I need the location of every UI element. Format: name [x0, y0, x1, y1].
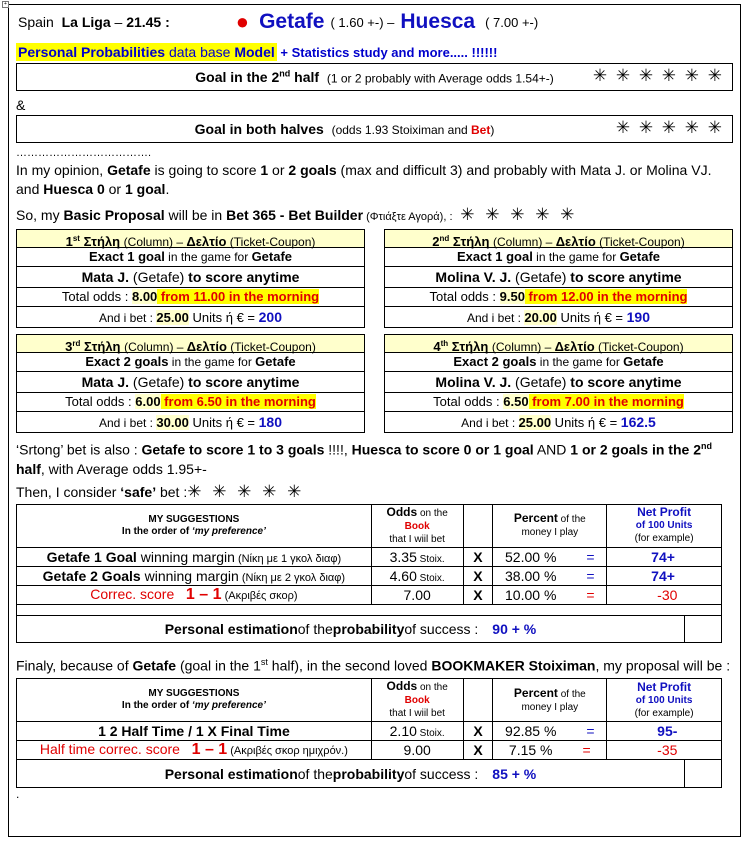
table-header-row: MY SUGGESTIONS In the order of ‘my preference’ Odds on the Book that I wiil bet Percent of the money I play Net Profit of 100 Units (for example): [17, 679, 722, 722]
table-row: Getafe 2 Goals winning margin (Νίκη με 2 γκολ διαφ) 4.60 Stoix. X 38.00 % = 74+: [17, 566, 722, 585]
finaly-paragraph: Finaly, because of Getafe (goal in the 1st half), in the second loved BOOKMAKER Stoiximan, my proposal will be :: [16, 656, 731, 674]
bullet-icon: ●: [235, 9, 250, 34]
table-row: Correc. score 1 – 1 (Ακριβές σκορ) 7.00 X 10.00 % = -30: [17, 585, 722, 604]
table-move-handle[interactable]: +: [2, 1, 9, 8]
table-row: Half time correc. score 1 – 1 (Ακριβές σκορ ημιχρόν.) 9.00 X 7.15 % = -35: [17, 741, 722, 760]
suggestions-table-1: [16, 504, 722, 605]
away-team: Huesca: [400, 10, 476, 33]
home-team: Getafe: [259, 10, 325, 33]
ampersand: &: [16, 97, 26, 113]
coupon-1: 1st Στήλη (Column) – Δελτίο (Ticket-Coupon) Exact 1 goal in the game for Getafe Mata J. (Getafe) to score anytime Total odds : 8.00 from 11.00 in the morning And i bet : 25.00 Units ή € = 200: [16, 229, 365, 328]
coupons-row-1: [16, 229, 733, 328]
basic-proposal: So, my Basic Proposal will be in Bet 365 - Bet Builder (Φτιάξτε Αγορά), : ✳ ✳ ✳ ✳ ✳: [16, 205, 578, 224]
coupon-2: 2nd Στήλη (Column) – Δελτίο (Ticket-Coupon) Exact 1 goal in the game for Getafe Molina V. J. (Getafe) to score anytime Total odds : 9.50 from 12.00 in the morning And i bet : 20.00 Units ή € = 190: [384, 229, 733, 328]
probability-estimate-2: Personal estimation of the probability of success : 85 + %: [16, 760, 722, 788]
table-row: 1 2 Half Time / 1 X Final Time 2.10 Stoix. X 92.85 % = 95-: [17, 722, 722, 741]
table-row: Getafe 1 Goal winning margin (Νίκη με 1 γκολ διαφ) 3.35 Stoix. X 52.00 % = 74+: [17, 547, 722, 566]
away-odds: ( 7.00 +-): [485, 14, 539, 30]
separator-dots: ……………………………….: [16, 147, 152, 159]
end-dot: .: [16, 787, 20, 802]
strong-bet-paragraph: ‘Srtong’ bet is also : Getafe to score 1 to 3 goals !!!!, Huesca to score 0 or 1 goal AND 1 or 2 goals in the 2nd half, with Average odds 1.95+-: [16, 441, 712, 477]
opinion-paragraph: In my opinion, Getafe is going to score 1 or 2 goals (max and difficult 3) and probably with Mata J. or Molina VJ. and Huesca 0 or 1 goal.: [16, 162, 712, 197]
pick-goal-both-halves: Goal in both halves (odds 1.93 Stoiximan and Bet) ✳ ✳ ✳ ✳ ✳: [16, 115, 733, 143]
suggestions-table-2: [16, 678, 722, 760]
document-page: [4, 1, 741, 837]
coupon-3: 3rd Στήλη (Column) – Δελτίο (Ticket-Coupon) Exact 2 goals in the game for Getafe Mata J. (Getafe) to score anytime Total odds : 6.00 from 6.50 in the morning And i bet : 30.00 Units ή € = 180: [16, 334, 365, 433]
model-banner: Personal Probabilities data base Model + Statistics study and more..... !!!!!!: [18, 44, 498, 60]
league-label: Spain La Liga – 21.45 :: [18, 14, 170, 30]
coupons-row-2: [16, 334, 733, 433]
rating-stars: ✳ ✳ ✳ ✳ ✳ ✳: [592, 66, 724, 85]
probability-estimate-1: Personal estimation of the probability of success : 90 + %: [16, 615, 722, 643]
table-header-row: MY SUGGESTIONS In the order of ‘my preference’ Odds on the Book that I wiil bet Percent of the money I play Net Profit of 100 Units (for example): [17, 504, 722, 547]
coupon-4: 4th Στήλη (Column) – Δελτίο (Ticket-Coupon) Exact 2 goals in the game for Getafe Molina V. J. (Getafe) to score anytime Total odds : 6.50 from 7.00 in the morning And i bet : 25.00 Units ή € = 162.5: [384, 334, 733, 433]
match-title: [16, 5, 733, 39]
safe-bet-line: Then, I consider ‘safe’ bet :✳ ✳ ✳ ✳ ✳: [16, 481, 305, 501]
rating-stars: ✳ ✳ ✳ ✳ ✳: [615, 118, 724, 137]
pick-goal-second-half: Goal in the 2nd half (1 or 2 probably with Average odds 1.54+-) ✳ ✳ ✳ ✳ ✳ ✳: [16, 63, 733, 91]
home-odds: ( 1.60 +-) –: [330, 14, 395, 30]
